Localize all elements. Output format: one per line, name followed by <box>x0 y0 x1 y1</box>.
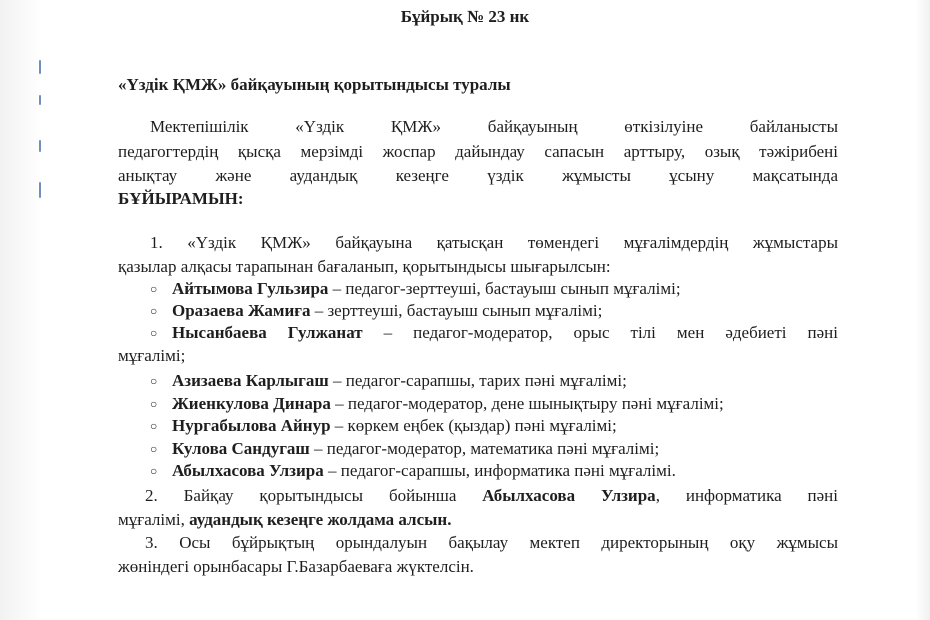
order-heading: «Үздік ҚМЖ» байқауының қорытындысы туралы <box>118 75 511 94</box>
point-2-prefix: 2. Байқау қорытындысы бойынша <box>145 486 483 505</box>
bullet-icon: ○ <box>150 374 158 388</box>
teacher-role: – педагог-сарапшы, тарих пәні мұғалімі; <box>328 371 627 390</box>
teacher-list-item <box>150 460 838 482</box>
point-1-line: қазылар алқасы тарапынан бағаланып, қорытындысы шығарылсын: <box>118 257 611 276</box>
bullet-icon: ○ <box>150 304 158 318</box>
teacher-list-item <box>150 300 838 322</box>
bullet-icon: ○ <box>150 419 158 433</box>
intro-line: педагогтердің қысқа мерзімді жоспар дайындау сапасын арттыру, озық тәжірибені <box>118 142 838 161</box>
teacher-name: Азизаева Карлыгаш <box>172 371 329 390</box>
teacher-list-item <box>150 438 838 460</box>
bullet-icon: ○ <box>150 442 158 456</box>
teacher-role: – педагог-модератор, дене шынықтыру пәні мұғалімі; <box>330 394 724 413</box>
teacher-role: – педагог-сарапшы, информатика пәні мұғалімі. <box>323 461 676 480</box>
teacher-name: Нысанбаева Гулжанат <box>172 323 363 342</box>
bullet-icon: ○ <box>150 326 158 340</box>
teacher-name: Нургабылова Айнур <box>172 416 331 435</box>
teacher-list-item <box>150 415 838 437</box>
teacher-role: – педагог-зерттеуші, бастауыш сынып мұғалімі; <box>328 279 681 298</box>
point-2-line <box>145 485 838 507</box>
teacher-list-item <box>150 322 838 344</box>
teacher-list-item <box>150 278 838 300</box>
bullet-icon: ○ <box>150 464 158 478</box>
teacher-role: – зерттеуші, бастауыш сынып мұғалімі; <box>310 301 603 320</box>
teacher-name: Жиенкулова Динара <box>172 394 331 413</box>
teacher-name: Абылхасова Улзира <box>172 461 324 480</box>
teacher-list-item <box>150 393 838 415</box>
intro-line: анықтау және аудандық кезеңге үздік жұмысты ұсыну мақсатында <box>118 166 838 185</box>
teacher-name: Айтымова Гульзира <box>172 279 329 298</box>
intro-line: Мектепішілік «Үздік ҚМЖ» байқауының өткізілуіне байланысты <box>150 117 838 136</box>
point-2-suffix: , информатика пәні <box>655 486 838 505</box>
point-3-line: жөніндегі орынбасары Г.Базарбаеваға жүктелсін. <box>118 557 474 576</box>
teacher-role-continuation: мұғалімі; <box>118 346 186 365</box>
teacher-role: – көркем еңбек (қыздар) пәні мұғалімі; <box>330 416 617 435</box>
bullet-icon: ○ <box>150 397 158 411</box>
point-2-bold: аудандық кезеңге жолдама алсын. <box>189 510 452 529</box>
teacher-name: Кулова Сандугаш <box>172 439 310 458</box>
teacher-list-item <box>150 370 838 392</box>
teacher-name: Оразаева Жамиға <box>172 301 311 320</box>
decree-word: БҰЙЫРАМЫН: <box>118 189 244 208</box>
teacher-role: – педагог-модератор, орыс тілі мен әдебиеті пәні <box>362 323 838 342</box>
point-2-line <box>118 509 838 531</box>
point-2-name: Абылхасова Улзира <box>482 486 656 505</box>
order-title: Бұйрық № 23 нк <box>400 7 530 26</box>
point-2-plain: мұғалімі, <box>118 510 190 529</box>
teacher-role: – педагог-модератор, математика пәні мұғалімі; <box>309 439 660 458</box>
bullet-icon: ○ <box>150 282 158 296</box>
point-1-line: 1. «Үздік ҚМЖ» байқауына қатысқан төмендегі мұғалімдердің жұмыстары <box>150 233 838 252</box>
point-3-line: 3. Осы бұйрықтың орындалуын бақылау мектеп директорының оқу жұмысы <box>145 533 838 552</box>
